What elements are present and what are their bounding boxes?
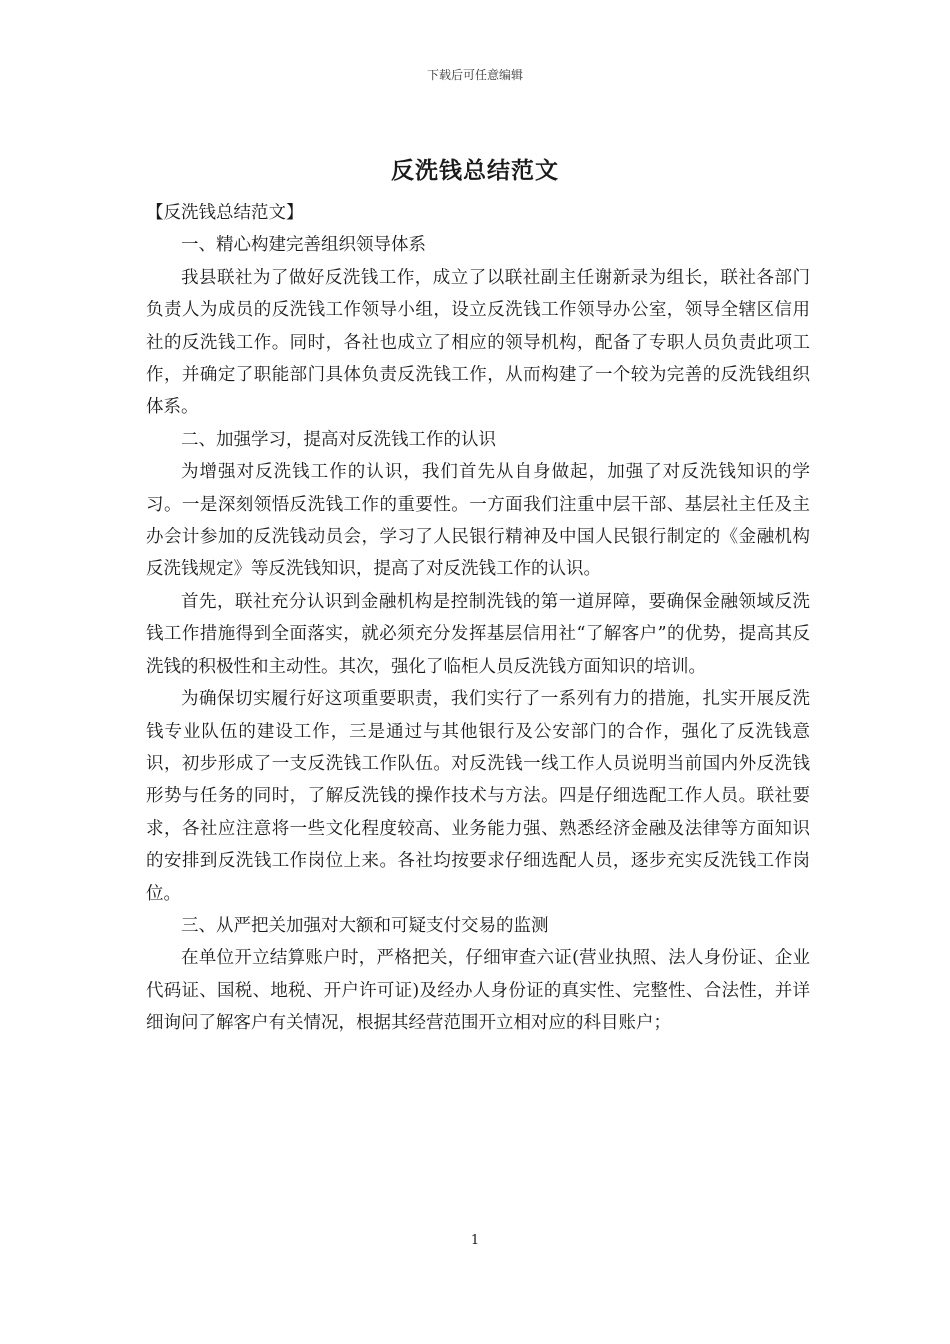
paragraph: 为确保切实履行好这项重要职责，我们实行了一系列有力的措施，扎实开展反洗钱专业队伍的建设工作，三是通过与其他银行及公安部门的合作，强化了反洗钱意识，初步形成了一支反洗钱工作队伍。对反洗钱一线工作人员说明当前国内外反洗钱形势与任务的同时，了解反洗钱的操作技术与方法。四是仔细选配工作人员。联社要求，各社应注意将一些文化程度较高、业务能力强、熟悉经济金融及法律等方面知识的安排到反洗钱工作岗位上来。各社均按要求仔细选配人员，逐步充实反洗钱工作岗位。: [146, 689, 810, 904]
paragraph: 首先，联社充分认识到金融机构是控制洗钱的第一道屏障，要确保金融领域反洗钱工作措施得到全面落实，就必须充分发挥基层信用社“了解客户”的优势，提高其反洗钱的积极性和主动性。其次，强化了临柜人员反洗钱方面知识的培训。: [146, 591, 810, 677]
section-heading-3: 三、从严把关加强对大额和可疑支付交易的监测: [181, 915, 549, 936]
section-tag: 【反洗钱总结范文】: [146, 203, 304, 223]
paragraph: 我县联社为了做好反洗钱工作，成立了以联社副主任谢新录为组长，联社各部门负责人为成员的反洗钱工作领导小组，设立反洗钱工作领导办公室，领导全辖区信用社的反洗钱工作。同时，各社也成立了相应的领导机构，配备了专职人员负责此项工作，并确定了职能部门具体负责反洗钱工作，从而构建了一个较为完善的反洗钱组织体系。: [146, 267, 810, 418]
document-title: 反洗钱总结范文: [391, 157, 559, 184]
paragraph: 在单位开立结算账户时，严格把关，仔细审查六证(营业执照、法人身份证、企业代码证、国税、地税、开户许可证)及经办人身份证的真实性、完整性、合法性，并详细询问了解客户有关情况，根据其经营范围开立相对应的科目账户；: [146, 948, 810, 1034]
section-heading-1: 一、精心构建完善组织领导体系: [181, 235, 426, 256]
paragraph: 为增强对反洗钱工作的认识，我们首先从自身做起，加强了对反洗钱知识的学习。一是深刻领悟反洗钱工作的重要性。一方面我们注重中层干部、基层社主任及主办会计参加的反洗钱动员会，学习了人民银行精神及中国人民银行制定的《金融机构反洗钱规定》等反洗钱知识，提高了对反洗钱工作的认识。: [146, 462, 810, 580]
section-heading-2: 二、加强学习，提高对反洗钱工作的认识: [181, 429, 496, 450]
page-number: 1: [470, 1233, 480, 1248]
page-header-note: 下载后可任意编辑: [426, 68, 523, 82]
document-body: [146, 197, 810, 1040]
